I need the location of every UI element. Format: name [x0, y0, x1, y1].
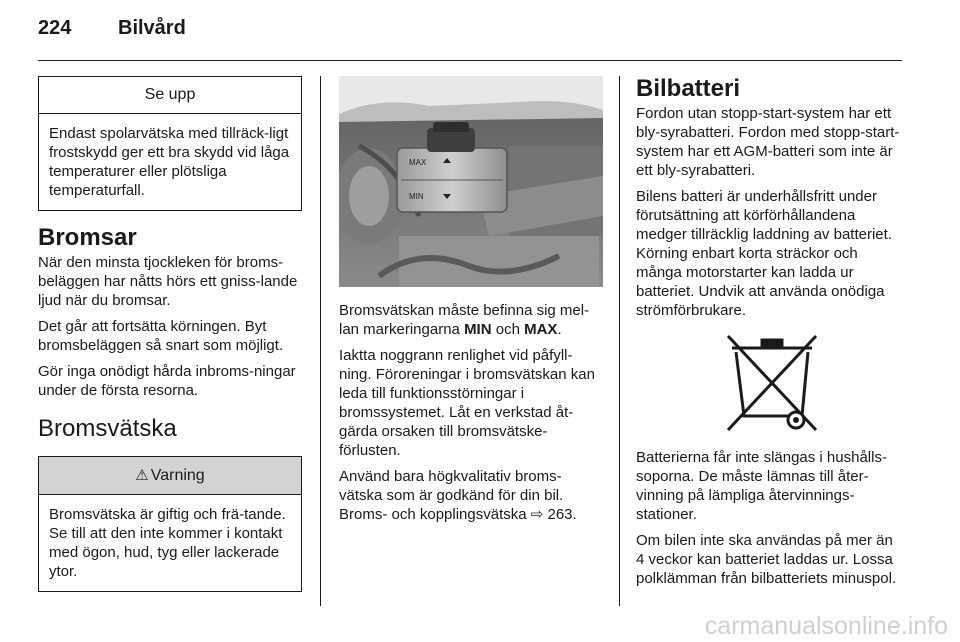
- caution-text: Endast spolarvätska med tillräck-ligt frostskydd ger ett bra skydd vid låga temperaturer eller plötsliga temperaturfall.: [49, 125, 290, 199]
- brakes-paragraph: Gör inga onödigt hårda inbroms-ningar under de första resorna.: [38, 363, 296, 399]
- section-title: Bilvård: [118, 17, 186, 39]
- battery-paragraph: Fordon utan stopp-start-system har ett bly-syrabatteri. Fordon med stopp-start-system har ett AGM-batteri som inte är ett bly-syrabatteri.: [636, 105, 900, 179]
- fluid-text: .: [557, 321, 562, 338]
- brakes-paragraph: Det går att fortsätta körningen. Byt bromsbeläggen så snart som möjligt.: [38, 318, 284, 354]
- brake-fluid-heading: Bromsvätska: [38, 415, 177, 442]
- fluid-level-paragraph: [339, 301, 603, 339]
- warning-triangle-icon: ⚠: [135, 467, 149, 484]
- battery-paragraph: Bilens batteri är underhållsfritt under förutsättning att körförhållandena medger tillräcklig laddning av batteriet. Körning enbart korta sträckor och många motorstarter kan ladda ur batteriet. Undvik att använda onödiga strömförbrukare.: [636, 188, 892, 319]
- crossed-out-bin-icon: [636, 330, 902, 434]
- column-divider: [320, 76, 321, 606]
- max-label: MAX: [524, 321, 558, 338]
- reservoir-illustration: [339, 76, 603, 287]
- min-label: MIN: [464, 321, 492, 338]
- brakes-heading: Bromsar: [38, 224, 137, 251]
- warning-header: [39, 457, 301, 495]
- quality-text: Använd bara högkvalitativ broms-vätska som är godkänd för din bil. Broms- och kopplingsvätska: [339, 468, 564, 523]
- page-number: 224: [38, 17, 72, 39]
- column-divider: [619, 76, 620, 606]
- quality-text: .: [572, 506, 577, 523]
- fluid-text: Bromsvätskan måste befinna sig mel-lan markeringarna: [339, 302, 590, 338]
- caution-title: Se upp: [39, 77, 301, 114]
- battery-paragraph: Om bilen inte ska användas på mer än 4 veckor kan batteriet laddas ur. Lossa polklämman från bilbatteriets minuspol.: [636, 532, 897, 587]
- crossed-bin-symbol: [636, 330, 902, 434]
- battery-heading: Bilbatteri: [636, 75, 741, 102]
- brakes-paragraph: När den minsta tjockleken för broms-beläggen har nåtts hörs ett gniss-lande ljud när du bromsar.: [38, 254, 298, 309]
- cleanliness-paragraph: Iaktta noggrann renlighet vid påfyll-ning. Föroreningar i bromsvätskan kan leda till funktionsstörningar i bromssystemet. Låt en verkstad åt-gärda orsaken till bromsvätske-förlusten.: [339, 347, 595, 459]
- page-reference[interactable]: 263: [547, 506, 573, 523]
- warning-text: Bromsvätska är giftig och frä-tande. Se till att den inte kommer i kontakt med ögon, hud, tyg eller lackerade ytor.: [49, 506, 286, 580]
- max-marking: MAX: [409, 158, 427, 167]
- battery-paragraph: Batterierna får inte slängas i hushålls-soporna. De måste lämnas till åter-vinning på lämpliga återvinnings-stationer.: [636, 449, 887, 523]
- warning-box: [38, 456, 302, 592]
- header-divider: [38, 60, 902, 61]
- quality-paragraph: [339, 467, 603, 524]
- caution-box: [38, 76, 302, 211]
- fluid-text: och: [491, 321, 525, 338]
- page-reference-icon: ⇨: [530, 506, 548, 523]
- right-column: [636, 76, 902, 595]
- brake-fluid-reservoir-photo: [339, 76, 603, 287]
- left-column: [38, 76, 302, 592]
- warning-title: Varning: [150, 467, 205, 484]
- min-marking: MIN: [409, 192, 424, 201]
- middle-column: [339, 76, 603, 531]
- watermark: carmanualsonline.info: [704, 612, 948, 640]
